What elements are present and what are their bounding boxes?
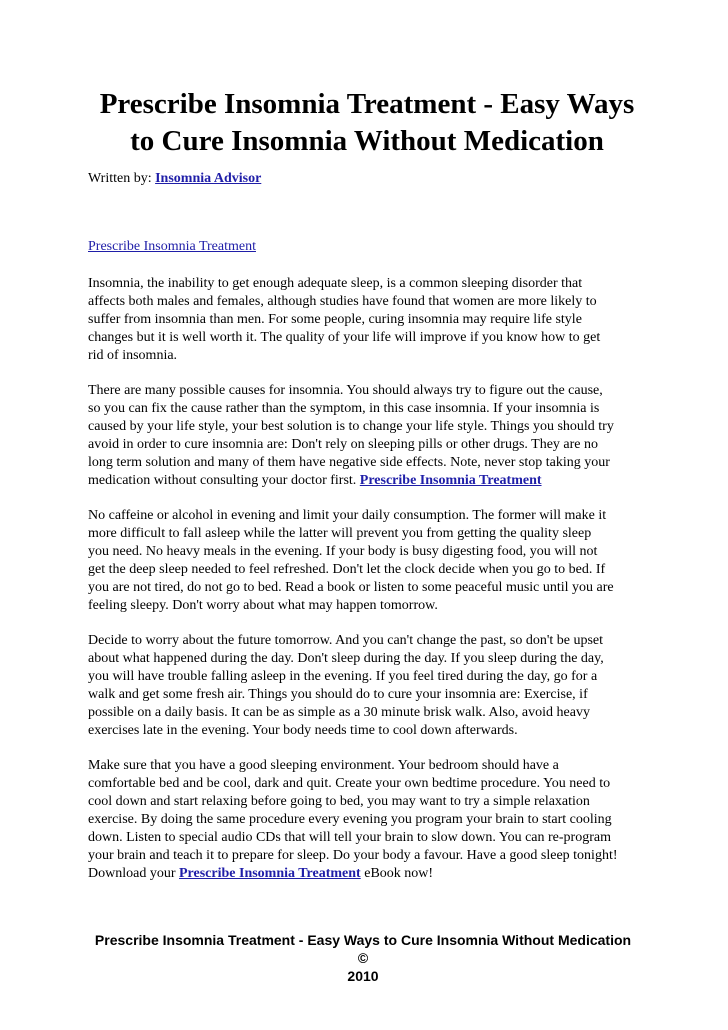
paragraph-2 xyxy=(88,382,648,490)
section-heading-link[interactable]: Prescribe Insomnia Treatment xyxy=(88,239,256,254)
download-ebook-link[interactable]: Prescribe Insomnia Treatment xyxy=(179,866,361,881)
byline-label: Written by: xyxy=(88,171,156,186)
inline-treatment-link[interactable]: Prescribe Insomnia Treatment xyxy=(359,473,542,488)
page-footer: Prescribe Insomnia Treatment - Easy Ways to Cure Insomnia Without Medication © 2010 xyxy=(94,932,632,984)
paragraph-5-text: Make sure that you have a good sleeping environment. Your bedroom should have a comfortable bed and be cool, dark and quit. Create your own bedtime procedure. You need to cool down and start relaxing before going to bed, you may want to try a simple relaxation exercise. By doing the same procedure every evening you program your brain to start cooling down. Listen to special audio CDs that will tell your brain to slow down. You can re-program your brain and teach it to prepare for sleep. Do your body a favour. Have a good sleep tonight! Download your xyxy=(88,758,618,881)
paragraph-5-after-link: eBook now! xyxy=(360,866,434,881)
paragraph-4: Decide to worry about the future tomorrow. And you can't change the past, so don't be upset about what happened during the day. Don't sleep during the day. If you sleep during the day, you will have trouble falling asleep in the evening. If you feel tired during the day, go for a walk and get some fresh air. Things you should do to cure your insomnia are: Exercise, if possible on a daily basis. It can be as simple as a 30 minute brisk walk. Also, avoid heavy exercises late in the evening. Your body needs time to cool down afterwards. xyxy=(88,633,604,738)
paragraph-2-text: There are many possible causes for insomnia. You should always try to figure out the cause, so you can fix the cause rather than the symptom, in this case insomnia. If your insomnia is caused by your life style, your best solution is to change your life style. Things you should try avoid in order to cure insomnia are: Don't rely on sleeping pills or other drugs. They are no long term solution and many of them have negative side effects. Note, never stop taking your medication without consulting your doctor first. xyxy=(88,383,614,488)
paragraph-3: No caffeine or alcohol in evening and limit your daily consumption. The former will make it more difficult to fall asleep while the latter will prevent you from getting the quality sleep you need. No heavy meals in the evening. If your body is busy digesting food, you will not get the deep sleep needed to feel refreshed. Don't let the clock decide when you go to bed. If you are not tired, do not go to bed. Read a book or listen to some peaceful music until you are feeling sleepy. Don't worry about what may happen tomorrow. xyxy=(88,508,614,613)
section-heading xyxy=(88,238,256,256)
byline xyxy=(88,170,261,188)
paragraph-1: Insomnia, the inability to get enough adequate sleep, is a common sleeping disorder that affects both males and females, although studies have found that women are more likely to suffer from insomnia than men. For some people, curing insomnia may require life style changes but it is well worth it. The quality of your life will improve if you know how to get rid of insomnia. xyxy=(88,276,601,363)
article-body xyxy=(88,275,648,900)
paragraph-5 xyxy=(88,757,648,883)
author-link[interactable]: Insomnia Advisor xyxy=(155,171,262,186)
page-title: Prescribe Insomnia Treatment - Easy Ways to Cure Insomnia Without Medication xyxy=(99,88,635,157)
